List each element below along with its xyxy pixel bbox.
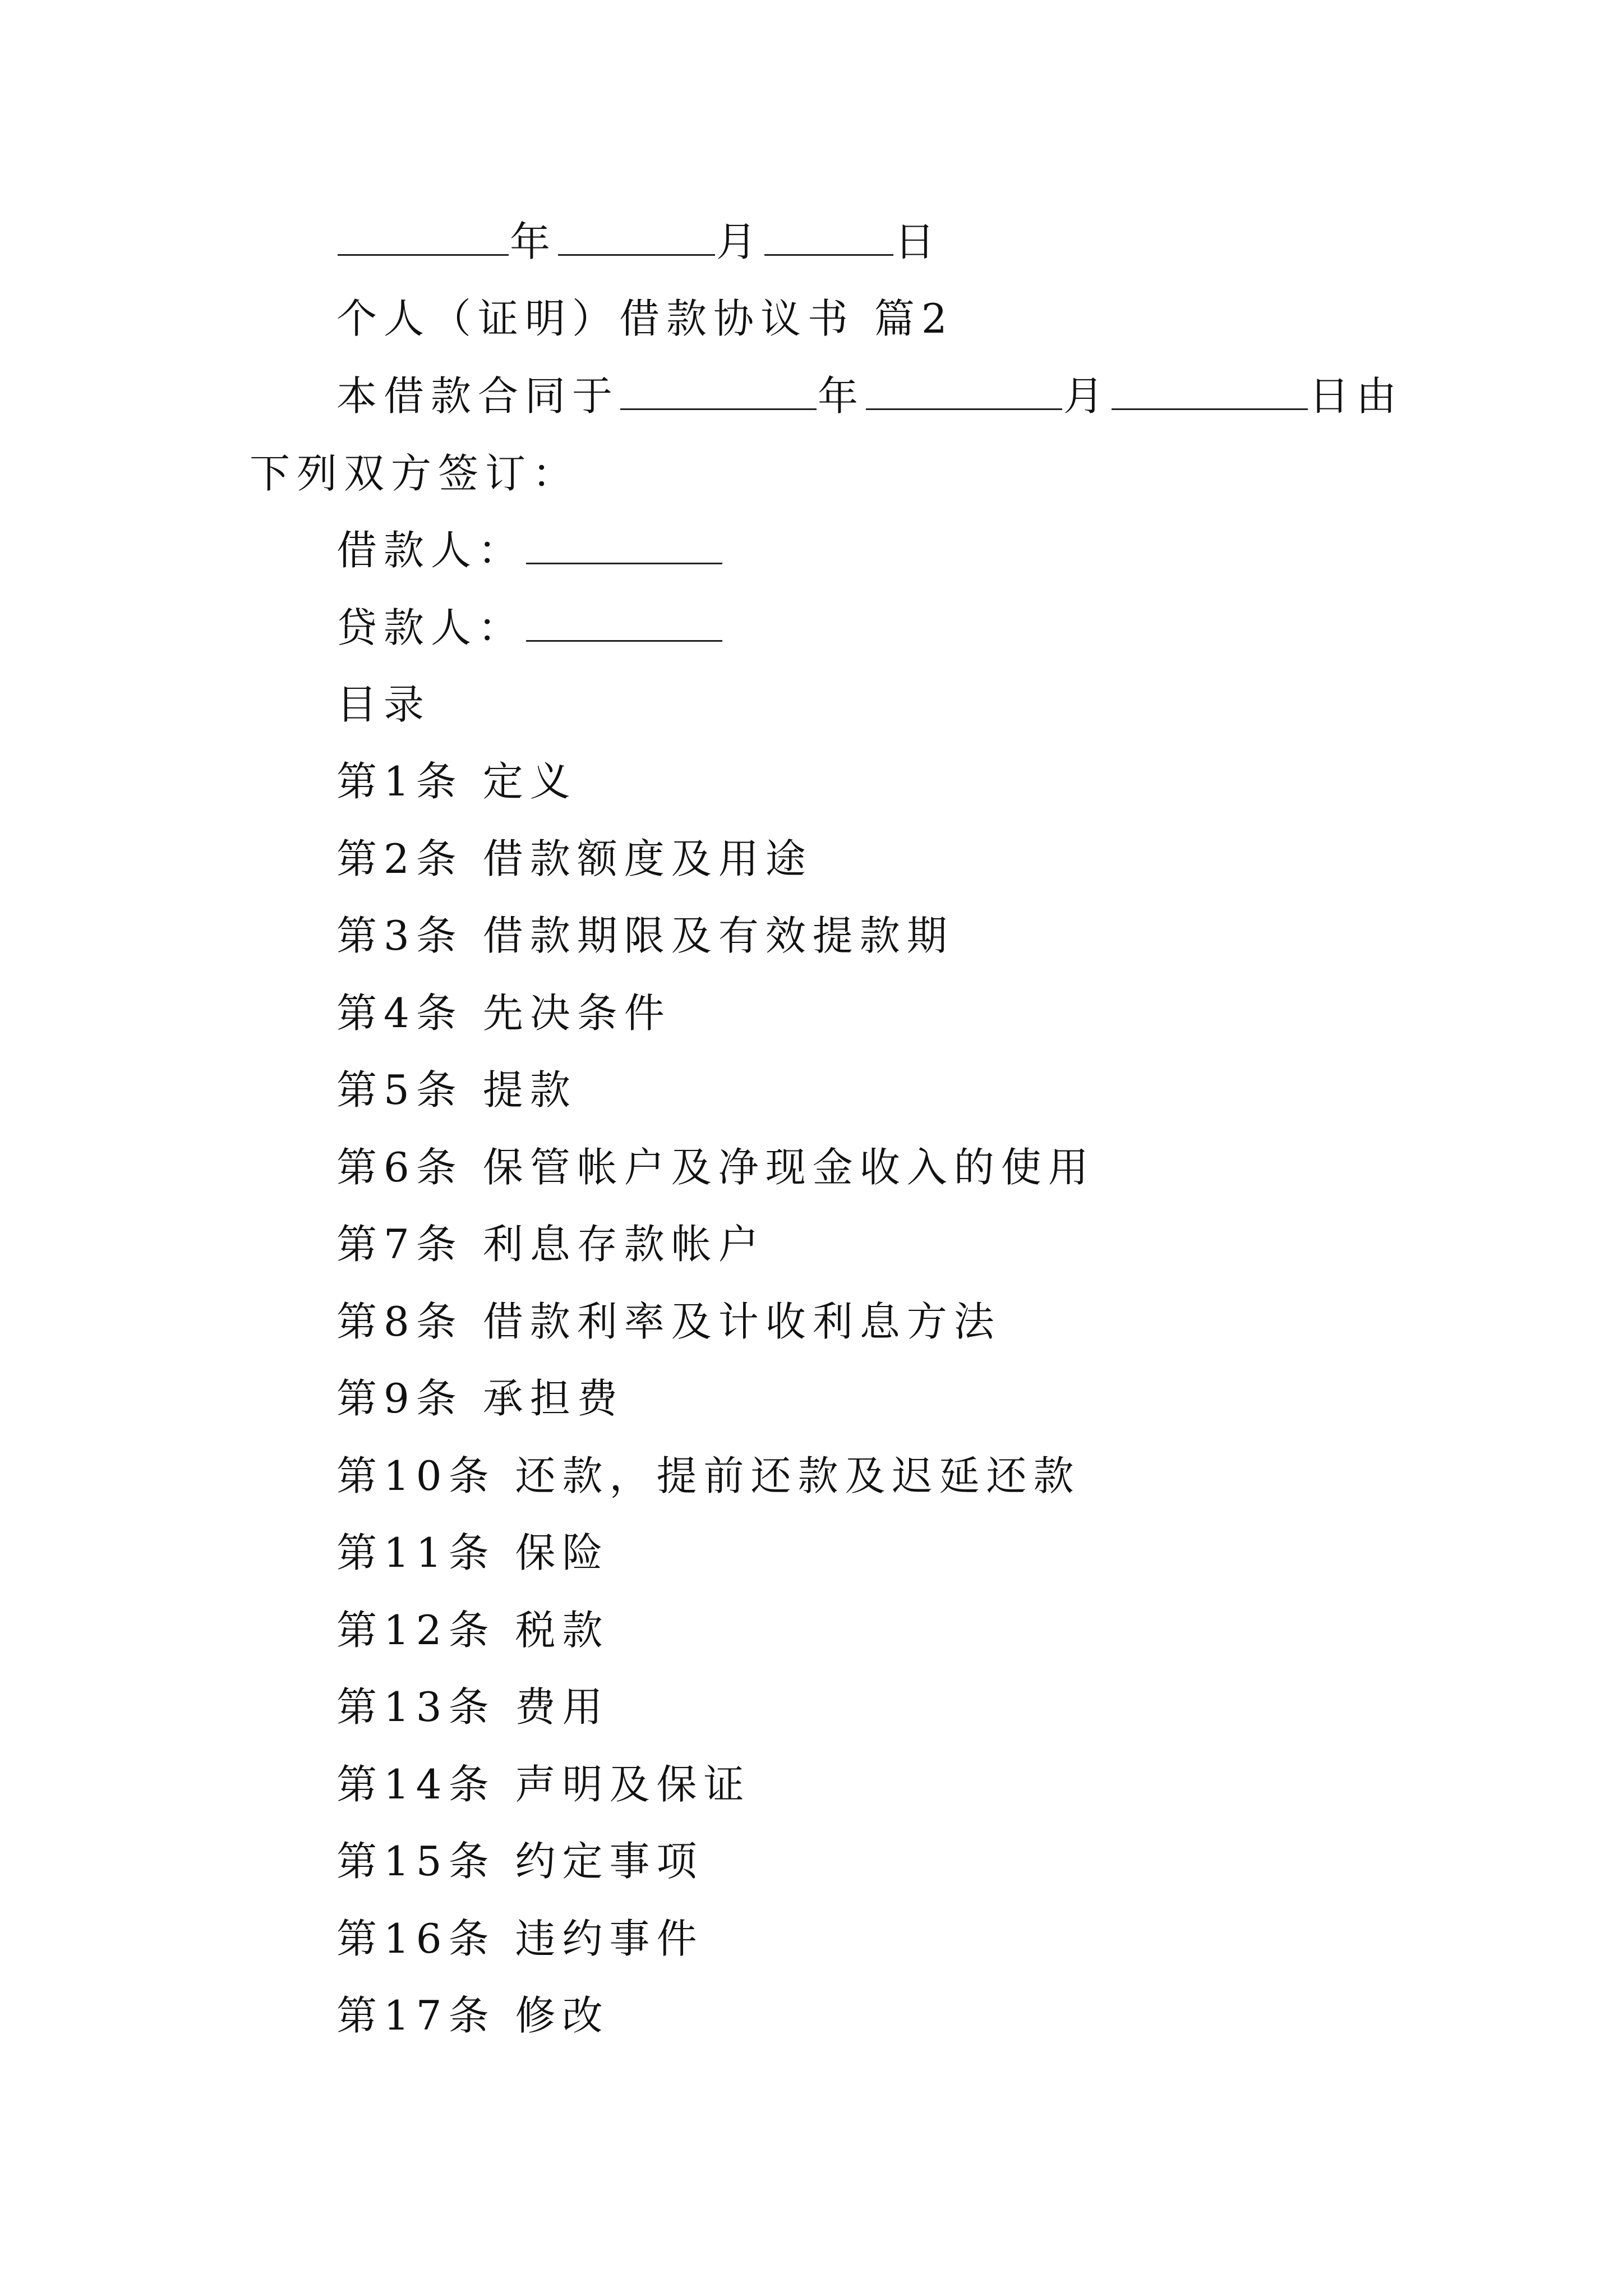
date-line	[336, 218, 942, 265]
toc-title: 目录	[336, 681, 431, 728]
intro-month-blank	[866, 376, 1062, 410]
lender-label: 贷款人：	[336, 604, 525, 651]
month-label: 月	[716, 218, 764, 265]
toc-item: 第13条 费用	[336, 1683, 610, 1731]
toc-item: 第3条 借款期限及有效提款期	[336, 912, 954, 959]
intro-month: 月	[1063, 372, 1111, 420]
toc-item: 第16条 违约事件	[336, 1915, 704, 1962]
lender-blank	[526, 608, 722, 642]
toc-item: 第15条 约定事项	[336, 1838, 704, 1885]
intro-year: 年	[818, 372, 865, 420]
intro-year-blank	[620, 376, 817, 410]
toc-item: 第10条 还款，提前还款及迟延还款	[336, 1452, 1081, 1499]
year-label: 年	[510, 218, 557, 265]
toc-item: 第2条 借款额度及用途	[336, 835, 813, 882]
toc-item: 第6条 保管帐户及净现金收入的使用	[336, 1144, 1095, 1191]
toc-item: 第8条 借款利率及计收利息方法	[336, 1298, 1001, 1345]
intro-prefix: 本借款合同于	[336, 372, 620, 420]
borrower-label: 借款人：	[336, 527, 525, 574]
toc-item: 第12条 税款	[336, 1607, 610, 1654]
toc-item: 第14条 声明及保证	[336, 1761, 751, 1808]
toc-item: 第9条 承担费	[336, 1375, 624, 1422]
document-heading: 个人（证明）借款协议书 篇2	[336, 295, 954, 342]
year-blank	[338, 222, 509, 256]
intro-day-blank	[1112, 376, 1308, 410]
toc-item: 第5条 提款	[336, 1066, 577, 1114]
intro-line	[336, 372, 1404, 420]
lender-line	[336, 604, 723, 651]
toc-item: 第1条 定义	[336, 758, 577, 805]
intro-day-suffix: 日由	[1309, 372, 1404, 420]
month-blank	[558, 222, 715, 256]
toc-item: 第7条 利息存款帐户	[336, 1221, 766, 1268]
toc-item: 第4条 先决条件	[336, 990, 671, 1037]
toc-item: 第11条 保险	[336, 1529, 610, 1576]
borrower-line	[336, 527, 723, 574]
toc-item: 第17条 修改	[336, 1992, 610, 2039]
day-label: 日	[895, 218, 942, 265]
day-blank	[764, 222, 893, 256]
borrower-blank	[526, 530, 722, 564]
intro-continuation: 下列双方签订：	[250, 450, 580, 497]
